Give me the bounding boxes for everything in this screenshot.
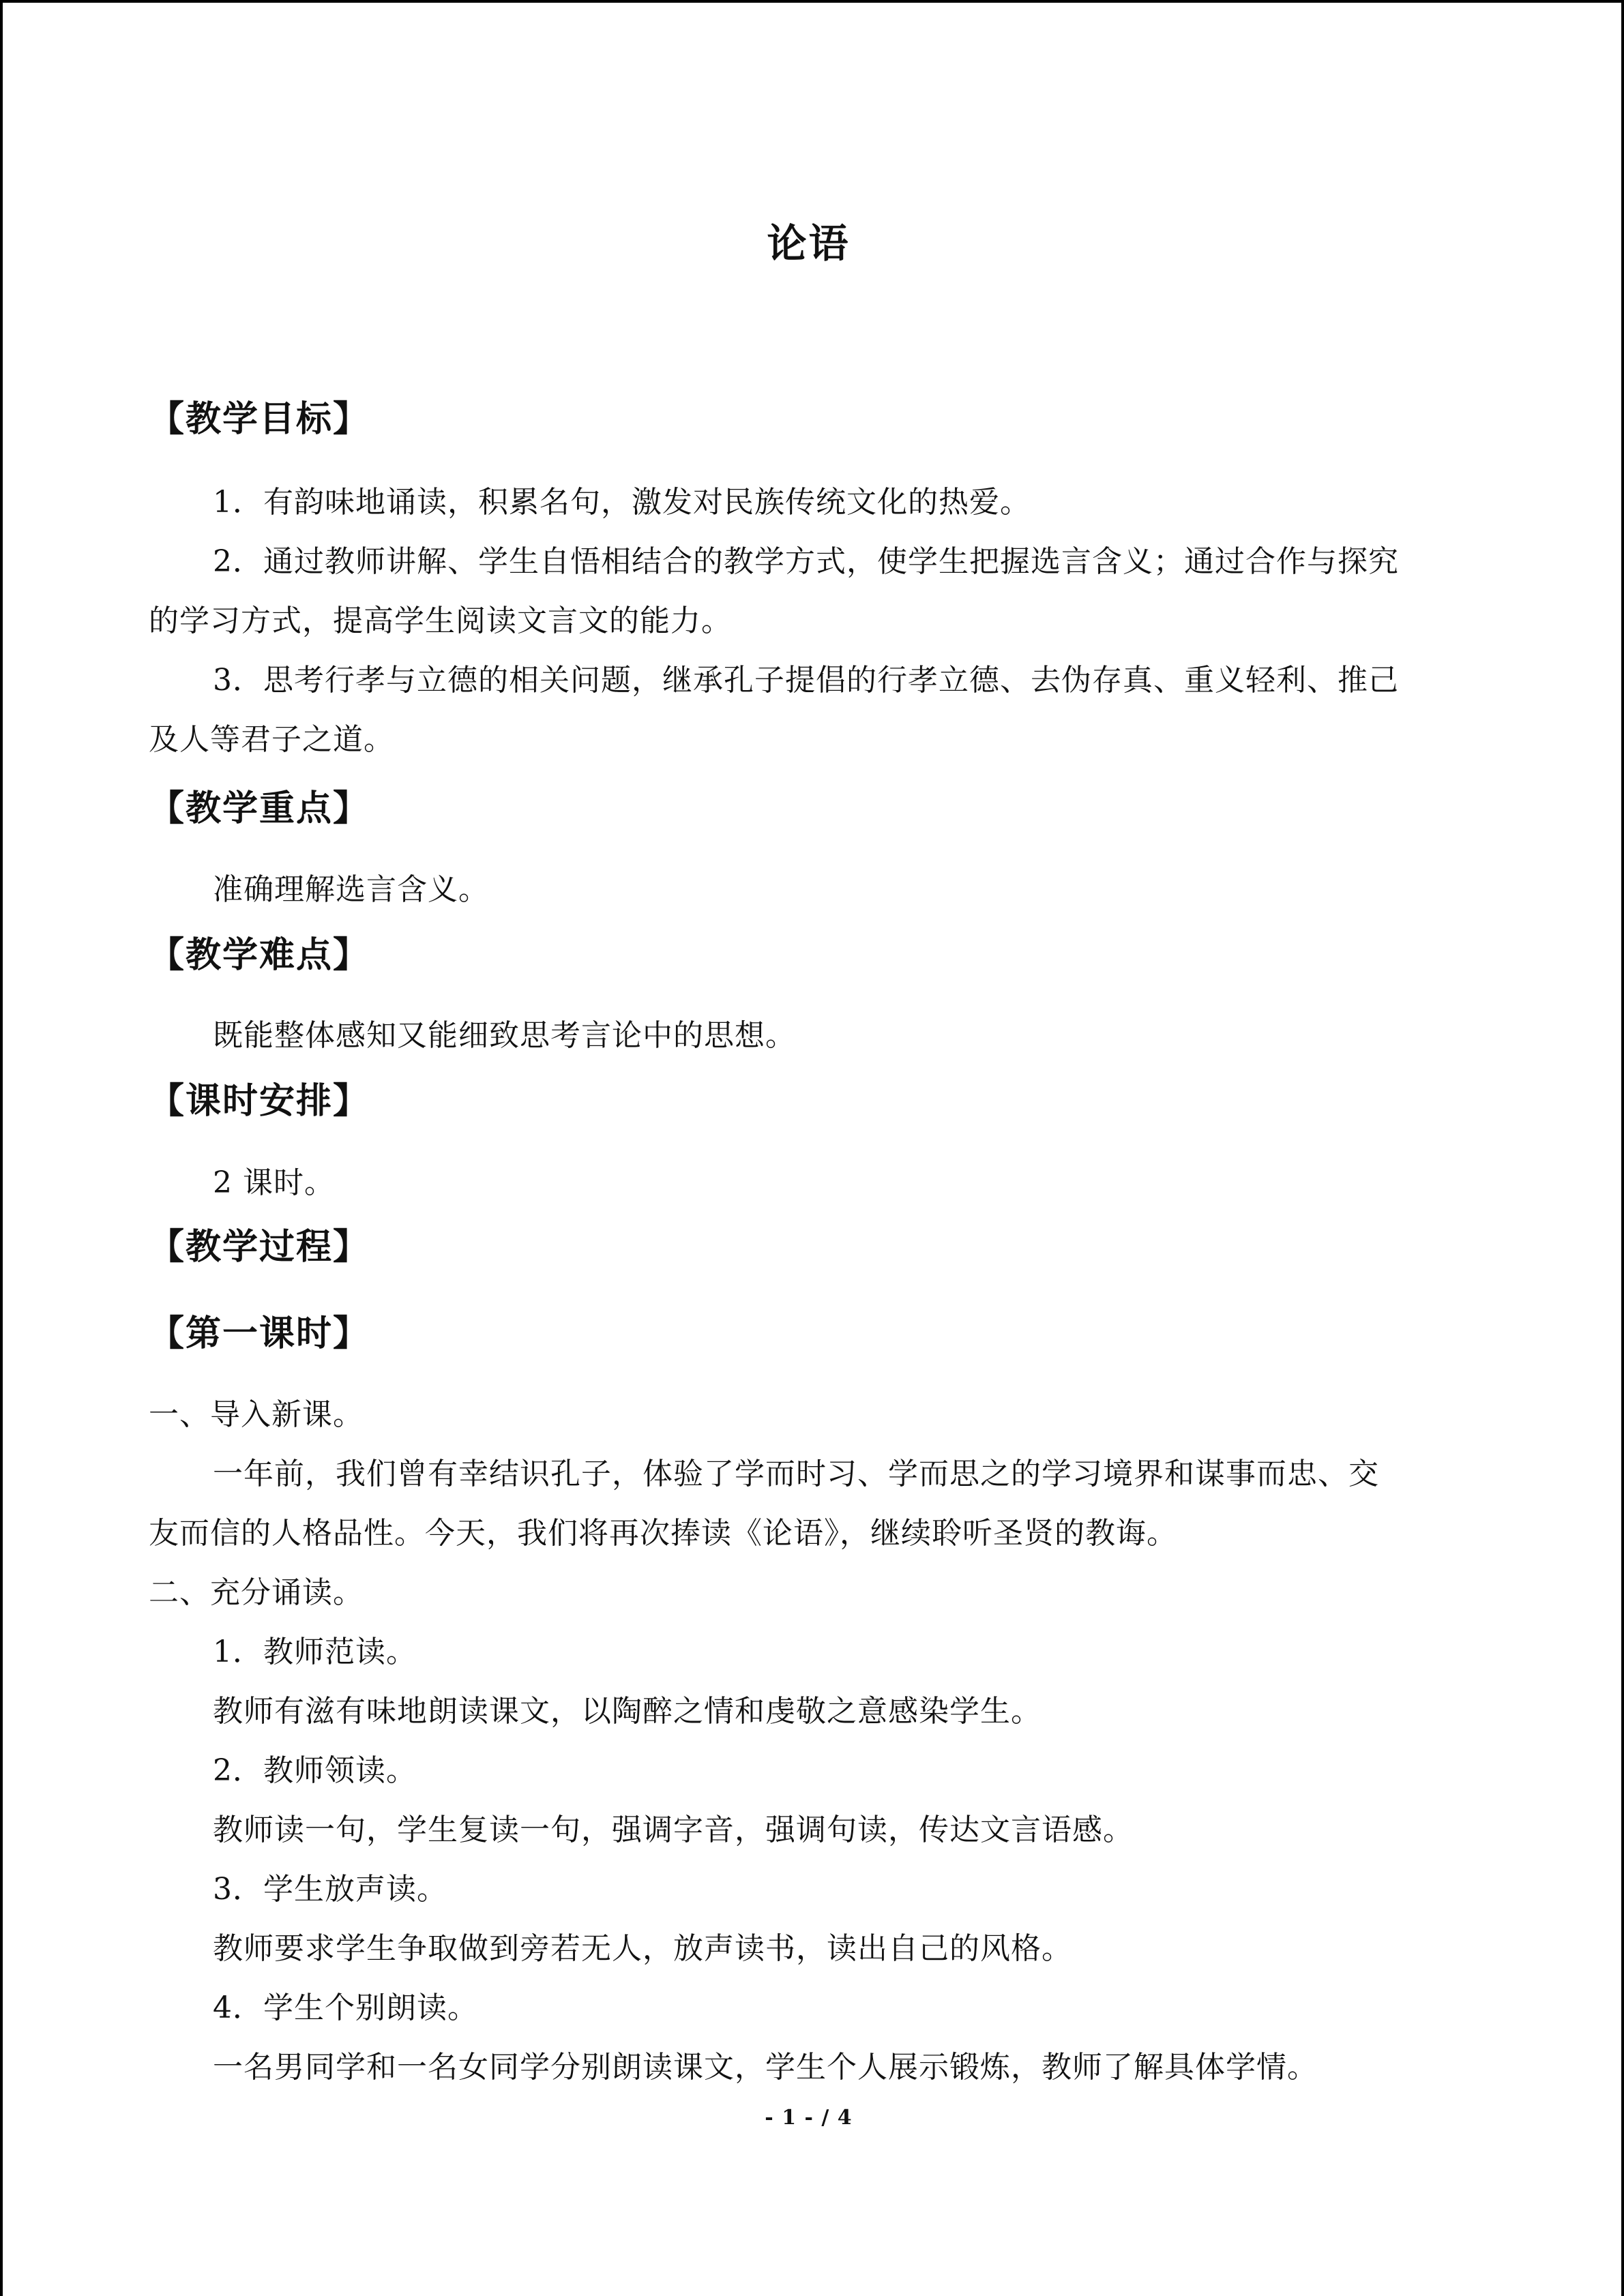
goal-1: 1．有韵味地诵读，积累名句，激发对民族传统文化的热爱。 [213, 485, 1031, 520]
heading-teaching-focus: 【教学重点】 [149, 788, 370, 829]
heading-first-lesson: 【第一课时】 [149, 1313, 370, 1354]
sub-1-title: 1．教师范读。 [213, 1635, 417, 1669]
heading-teaching-difficulty: 【教学难点】 [149, 934, 370, 976]
step-1-text-line-2: 友而信的人格品性。今天，我们将再次捧读《论语》，继续聆听圣贤的教诲。 [149, 1516, 1177, 1551]
goal-2-line-1: 2．通过教师讲解、学生自悟相结合的教学方式，使学生把握选言含义；通过合作与探究 [213, 544, 1399, 579]
difficulty-text: 既能整体感知又能细致思考言论中的思想。 [213, 1018, 796, 1053]
heading-schedule: 【课时安排】 [149, 1080, 370, 1122]
sub-1-text: 教师有滋有味地朗读课文，以陶醉之情和虔敬之意感染学生。 [213, 1694, 1042, 1729]
sub-4-text: 一名男同学和一名女同学分别朗读课文，学生个人展示锻炼，教师了解具体学情。 [213, 2050, 1318, 2085]
schedule-text: 2 课时。 [213, 1165, 335, 1200]
goal-3-line-1: 3．思考行孝与立德的相关问题，继承孔子提倡的行孝立德、去伪存真、重义轻利、推己 [213, 663, 1399, 698]
page-right-border [1621, 0, 1624, 2296]
step-1-title: 一、导入新课。 [149, 1397, 364, 1432]
page-number: - 1 - / 4 [765, 2106, 853, 2130]
sub-4-title: 4．学生个别朗读。 [213, 1991, 478, 2025]
sub-3-title: 3．学生放声读。 [213, 1872, 447, 1907]
step-1-text-line-1: 一年前，我们曾有幸结识孔子，体验了学而时习、学而思之的学习境界和谋事而忠、交 [213, 1457, 1379, 1491]
document-page [149, 0, 1468, 2296]
heading-teaching-goals: 【教学目标】 [149, 398, 370, 440]
focus-text: 准确理解选言含义。 [213, 872, 489, 907]
sub-3-text: 教师要求学生争取做到旁若无人，放声读书，读出自己的风格。 [213, 1931, 1072, 1966]
heading-teaching-process: 【教学过程】 [149, 1226, 370, 1268]
sub-2-text: 教师读一句，学生复读一句，强调字音，强调句读，传达文言语感。 [213, 1813, 1134, 1847]
sub-2-title: 2．教师领读。 [213, 1753, 417, 1788]
goal-2-line-2: 的学习方式，提高学生阅读文言文的能力。 [149, 603, 732, 638]
goal-3-line-2: 及人等君子之道。 [149, 722, 394, 757]
step-2-title: 二、充分诵读。 [149, 1575, 364, 1610]
page-left-border [0, 0, 3, 2296]
document-title: 论语 [767, 220, 851, 267]
